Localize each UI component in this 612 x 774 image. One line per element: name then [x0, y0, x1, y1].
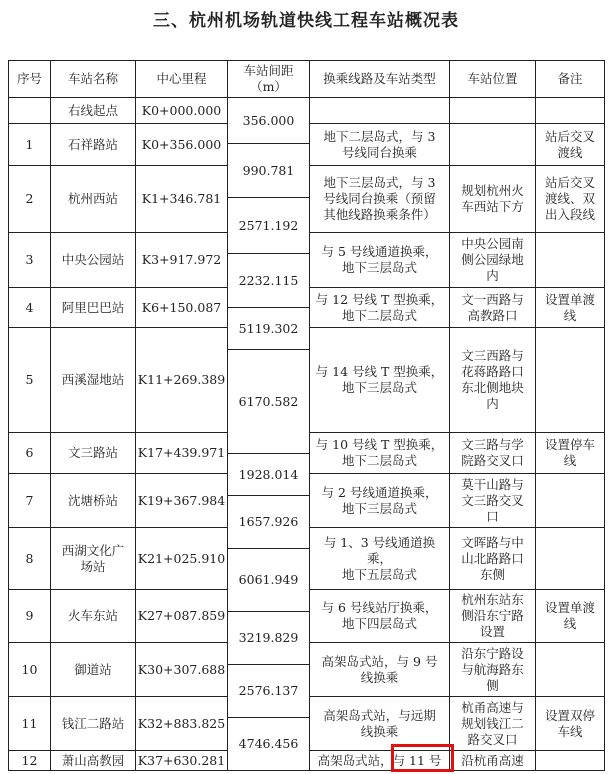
cell-location: 文三西路与 花蒋路路口 东北侧地块 内	[449, 327, 536, 433]
cell-transfer	[309, 97, 450, 124]
cell-station-name: 御道站	[50, 642, 136, 697]
cell-station-name: 火车东站	[50, 589, 136, 643]
cell-transfer: 与 12 号线 T 型换乘， 地下二层岛式	[309, 287, 450, 328]
cell-note	[535, 232, 605, 288]
cell-note	[535, 473, 605, 528]
cell-transfer: 高架岛式站，与远期 线换乘	[309, 696, 450, 751]
cell-location: 杭甬高速与 规划钱江二 路交叉口	[449, 696, 536, 751]
cell-location: 杭州东站东 侧沿东宁路 设置	[449, 589, 536, 643]
cell-location: 文晖路与中 山北路路口 东侧	[449, 527, 536, 590]
header-note: 备注	[535, 60, 605, 98]
cell-mileage: K37+630.281	[135, 750, 228, 771]
cell-no: 6	[8, 432, 51, 474]
cell-location	[449, 97, 536, 124]
cell-mileage: K0+356.000	[135, 123, 228, 166]
cell-station-name: 钱江二路站	[50, 696, 136, 751]
header-mileage: 中心里程	[135, 60, 228, 98]
cell-mileage: K19+367.984	[135, 473, 228, 528]
cell-no: 5	[8, 327, 51, 433]
cell-mileage: K27+087.859	[135, 589, 228, 643]
cell-note: 设置单渡 线	[535, 589, 605, 643]
cell-location: 中央公园南 侧公园绿地 内	[449, 232, 536, 288]
cell-station-name: 阿里巴巴站	[50, 287, 136, 328]
cell-mileage: K6+150.087	[135, 287, 228, 328]
cell-note: 设置停车 线	[535, 432, 605, 474]
cell-no: 12	[8, 750, 51, 771]
cell-distance: 990.781	[227, 143, 310, 198]
cell-transfer: 与 14 号线 T 型换乘， 地下三层岛式	[309, 327, 450, 433]
cell-distance: 6170.582	[227, 349, 310, 454]
cell-station-name: 萧山高教园	[50, 750, 136, 771]
cell-note: 设置单渡 线	[535, 287, 605, 328]
cell-station-name: 杭州西站	[50, 165, 136, 233]
cell-station-name: 中央公园站	[50, 232, 136, 288]
cell-distance: 2232.115	[227, 253, 310, 308]
cell-station-name: 西湖文化广 场站	[50, 527, 136, 590]
cell-mileage: K0+000.000	[135, 97, 228, 124]
cell-transfer: 与 5 号线通道换乘， 地下三层岛式	[309, 232, 450, 288]
cell-distance: 6061.949	[227, 548, 310, 612]
cell-transfer: 地下二层岛式，与 3 号线同台换乘	[309, 123, 450, 166]
cell-station-name: 右线起点	[50, 97, 136, 124]
cell-location	[449, 123, 536, 166]
cell-note: 站后交叉 渡线	[535, 123, 605, 166]
cell-no: 10	[8, 642, 51, 697]
cell-station-name: 沈塘桥站	[50, 473, 136, 528]
cell-note	[535, 642, 605, 697]
cell-location: 沿东宁路设 与航海路东 侧	[449, 642, 536, 697]
cell-location: 沿杭甬高速	[449, 750, 536, 771]
cell-no: 4	[8, 287, 51, 328]
cell-transfer: 高架岛式站，与 9 号 线换乘	[309, 642, 450, 697]
cell-station-name: 西溪湿地站	[50, 327, 136, 433]
header-no: 序号	[8, 60, 51, 98]
cell-station-name: 石祥路站	[50, 123, 136, 166]
cell-mileage: K32+883.825	[135, 696, 228, 751]
cell-mileage: K21+025.910	[135, 527, 228, 590]
cell-transfer: 高架岛式站，与 11 号	[309, 750, 450, 771]
cell-location: 莫干山路与 文三路交叉 口	[449, 473, 536, 528]
cell-distance: 2576.137	[227, 664, 310, 718]
cell-no: 3	[8, 232, 51, 288]
cell-mileage: K30+307.688	[135, 642, 228, 697]
cell-mileage: K11+269.389	[135, 327, 228, 433]
cell-mileage: K3+917.972	[135, 232, 228, 288]
cell-location: 规划杭州火 车西站下方	[449, 165, 536, 233]
header-distance: 车站间距 （m）	[227, 60, 310, 98]
cell-transfer: 与 6 号线站厅换乘， 地下四层岛式	[309, 589, 450, 643]
cell-mileage: K17+439.971	[135, 432, 228, 474]
cell-distance: 356.000	[227, 97, 310, 144]
cell-no: 11	[8, 696, 51, 751]
cell-location: 文一西路与 高教路口	[449, 287, 536, 328]
cell-station-name: 文三路站	[50, 432, 136, 474]
header-station-name: 车站名称	[50, 60, 136, 98]
cell-note	[535, 327, 605, 433]
cell-no: 1	[8, 123, 51, 166]
cell-note: 设置双停 车线	[535, 696, 605, 751]
cell-distance: 4746.456	[227, 717, 310, 771]
header-location: 车站位置	[449, 60, 536, 98]
cell-distance: 2571.192	[227, 197, 310, 254]
cell-location: 文三路与学 院路交叉口	[449, 432, 536, 474]
cell-note	[535, 527, 605, 590]
cell-no: 8	[8, 527, 51, 590]
cell-transfer: 与 1、3 号线通道换乘， 地下五层岛式	[309, 527, 450, 590]
cell-distance: 1657.926	[227, 495, 310, 549]
cell-distance: 1928.014	[227, 453, 310, 496]
cell-distance: 5119.302	[227, 307, 310, 350]
cell-no: 2	[8, 165, 51, 233]
cell-transfer: 与 10 号线 T 型换乘， 地下二层岛式	[309, 432, 450, 474]
cell-distance: 3219.829	[227, 611, 310, 665]
cell-transfer: 与 2 号线通道换乘， 地下三层岛式	[309, 473, 450, 528]
document-title: 三、杭州机场轨道快线工程车站概况表	[153, 11, 459, 31]
cell-note	[535, 97, 605, 124]
cell-note: 站后交叉 渡线、双 出入段线	[535, 165, 605, 233]
cell-mileage: K1+346.781	[135, 165, 228, 233]
cell-transfer: 地下三层岛式，与 3 号线同台换乘（预留 其他线路换乘条件）	[309, 165, 450, 233]
cell-note	[535, 750, 605, 771]
cell-no	[8, 97, 51, 124]
cell-no: 7	[8, 473, 51, 528]
header-transfer: 换乘线路及车站类型	[309, 60, 450, 98]
cell-no: 9	[8, 589, 51, 643]
